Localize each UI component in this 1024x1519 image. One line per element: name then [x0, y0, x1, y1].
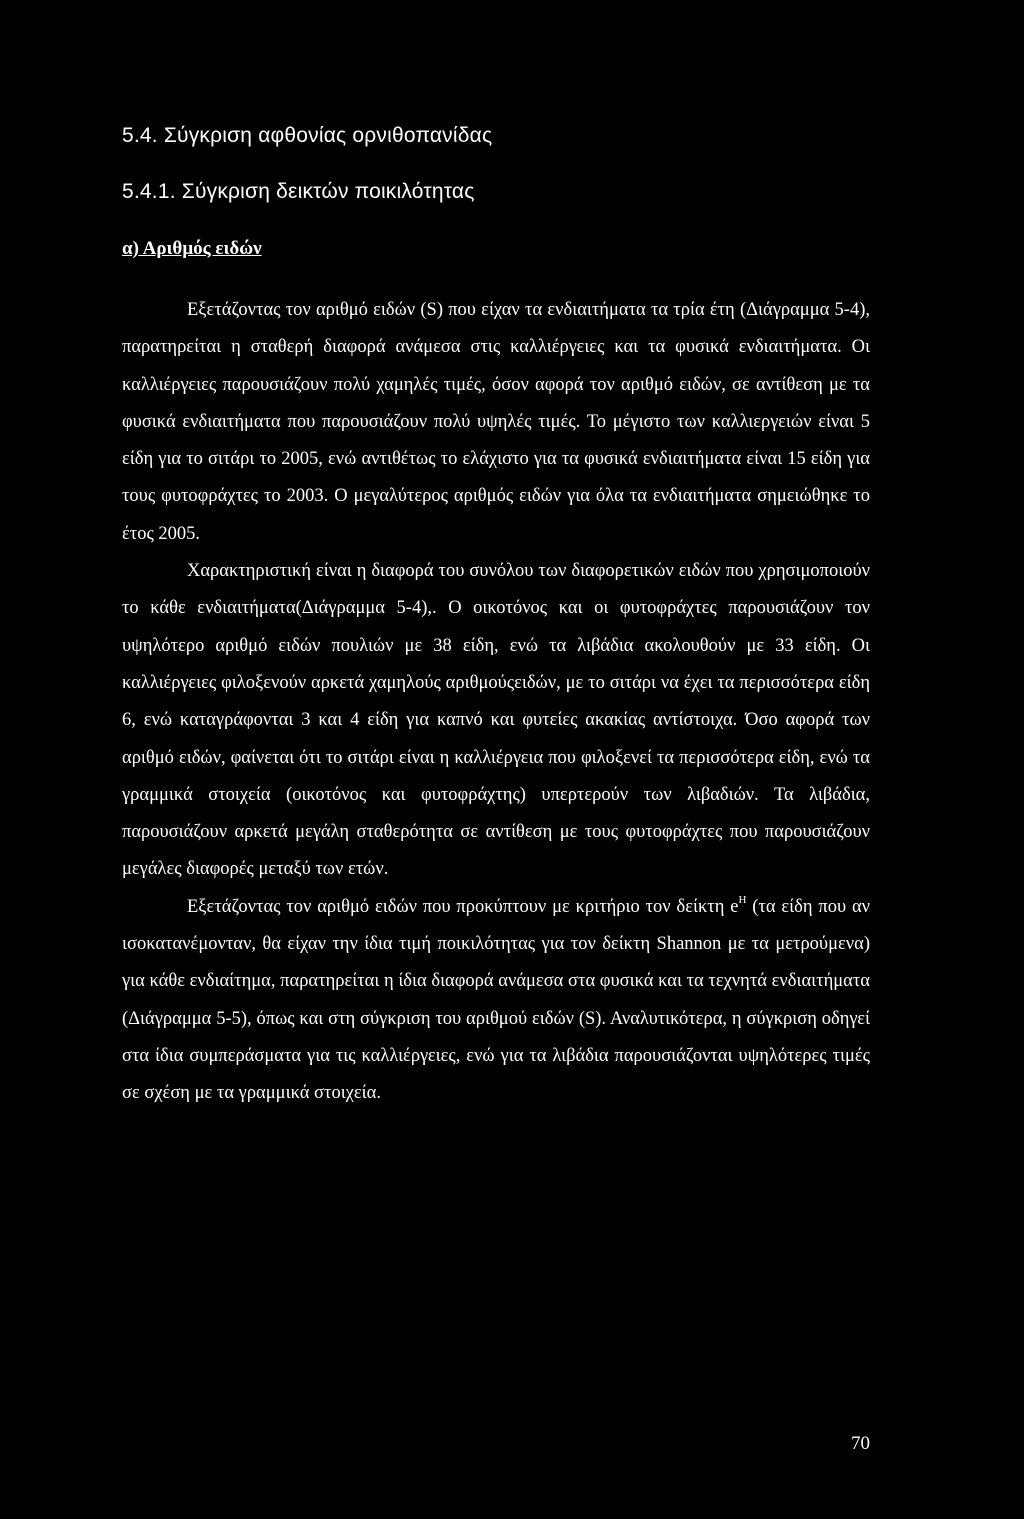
- paragraph-shannon-index: [122, 889, 870, 1113]
- subheading-species-count: α) Αριθμός ειδών: [122, 238, 262, 259]
- page-number: 70: [851, 1433, 870, 1454]
- subsection-title: 5.4.1. Σύγκριση δεικτών ποικιλότητας: [122, 180, 475, 203]
- paragraph-shannon-text-start: Εξετάζοντας τον αριθμό ειδών που προκύπτουν με κριτήριο τον δείκτη e: [187, 896, 739, 917]
- paragraph-species-count: Εξετάζοντας τον αριθμό ειδών (S) που είχαν τα ενδιαιτήματα τα τρία έτη (Διάγραμμα 5-4), παρατηρείται η σταθερή διαφορά ανάμεσα στις καλλιέργειες και τα φυσικά ενδιαιτήματα. Οι καλλιέργειες παρουσιάζουν πολύ χαμηλές τιμές, όσον αφορά τον αριθμό ειδών, σε αντίθεση με τα φυσικά ενδιαιτήματα που παρουσιάζουν πολύ υψηλές τιμές. Το μέγιστο των καλλιεργειών είναι 5 είδη για το σιτάρι το 2005, ενώ αντιθέτως το ελάχιστο για τα φυσικά ενδιαιτήματα είναι 15 είδη για τους φυτοφράχτες το 2003. Ο μεγαλύτερος αριθμός ειδών για όλα τα ενδιαιτήματα σημειώθηκε το έτος 2005.: [122, 300, 870, 544]
- paragraph-shannon-text-end: (τα είδη που αν ισοκατανέμονταν, θα είχαν την ίδια τιμή ποικιλότητας για τον δείκτη Shannon με τα μετρούμενα) για κάθε ενδιαίτημα, παρατηρείται η ίδια διαφορά ανάμεσα στα φυσικά και τα τεχνητά ενδιαιτήματα (Διάγραμμα 5-5), όπως και στη σύγκριση του αριθμού ειδών (S). Αναλυτικότερα, η σύγκριση οδηγεί στα ίδια συμπεράσματα για τις καλλιέργειες, ενώ για τα λιβάδια παρουσιάζονται υψηλότερες τιμές σε σχέση με τα γραμμικά στοιχεία.: [122, 896, 871, 1104]
- superscript-h: H: [738, 893, 747, 906]
- body-text: [122, 292, 870, 1113]
- paragraph-habitat-differences: Χαρακτηριστική είναι η διαφορά του συνόλου των διαφορετικών ειδών που χρησιμοποιούν το κάθε ενδιαιτήματα(Διάγραμμα 5-4),. Ο οικοτόνος και οι φυτοφράχτες παρουσιάζουν τον υψηλότερο αριθμό ειδών πουλιών με 38 είδη, ενώ τα λιβάδια ακολουθούν με 33 είδη. Οι καλλιέργειες φιλοξενούν αρκετά χαμηλούς αριθμούςειδών, με το σιτάρι να έχει τα περισσότερα είδη 6, ενώ καταγράφονται 3 και 4 είδη για καπνό και φυτείες ακακίας αντίστοιχα. Όσο αφορά των αριθμό ειδών, φαίνεται ότι το σιτάρι είναι η καλλιέργεια που φιλοξενεί τα περισσότερα είδη, ενώ τα γραμμικά στοιχεία (οικοτόνος και φυτοφράχτης) υπερτερούν των λιβαδιών. Τα λιβάδια, παρουσιάζουν αρκετά μεγάλη σταθερότητα σε αντίθεση με τους φυτοφράχτες που παρουσιάζουν μεγάλες διαφορές μεταξύ των ετών.: [122, 561, 870, 880]
- section-title: 5.4. Σύγκριση αφθονίας ορνιθοπανίδας: [122, 124, 493, 147]
